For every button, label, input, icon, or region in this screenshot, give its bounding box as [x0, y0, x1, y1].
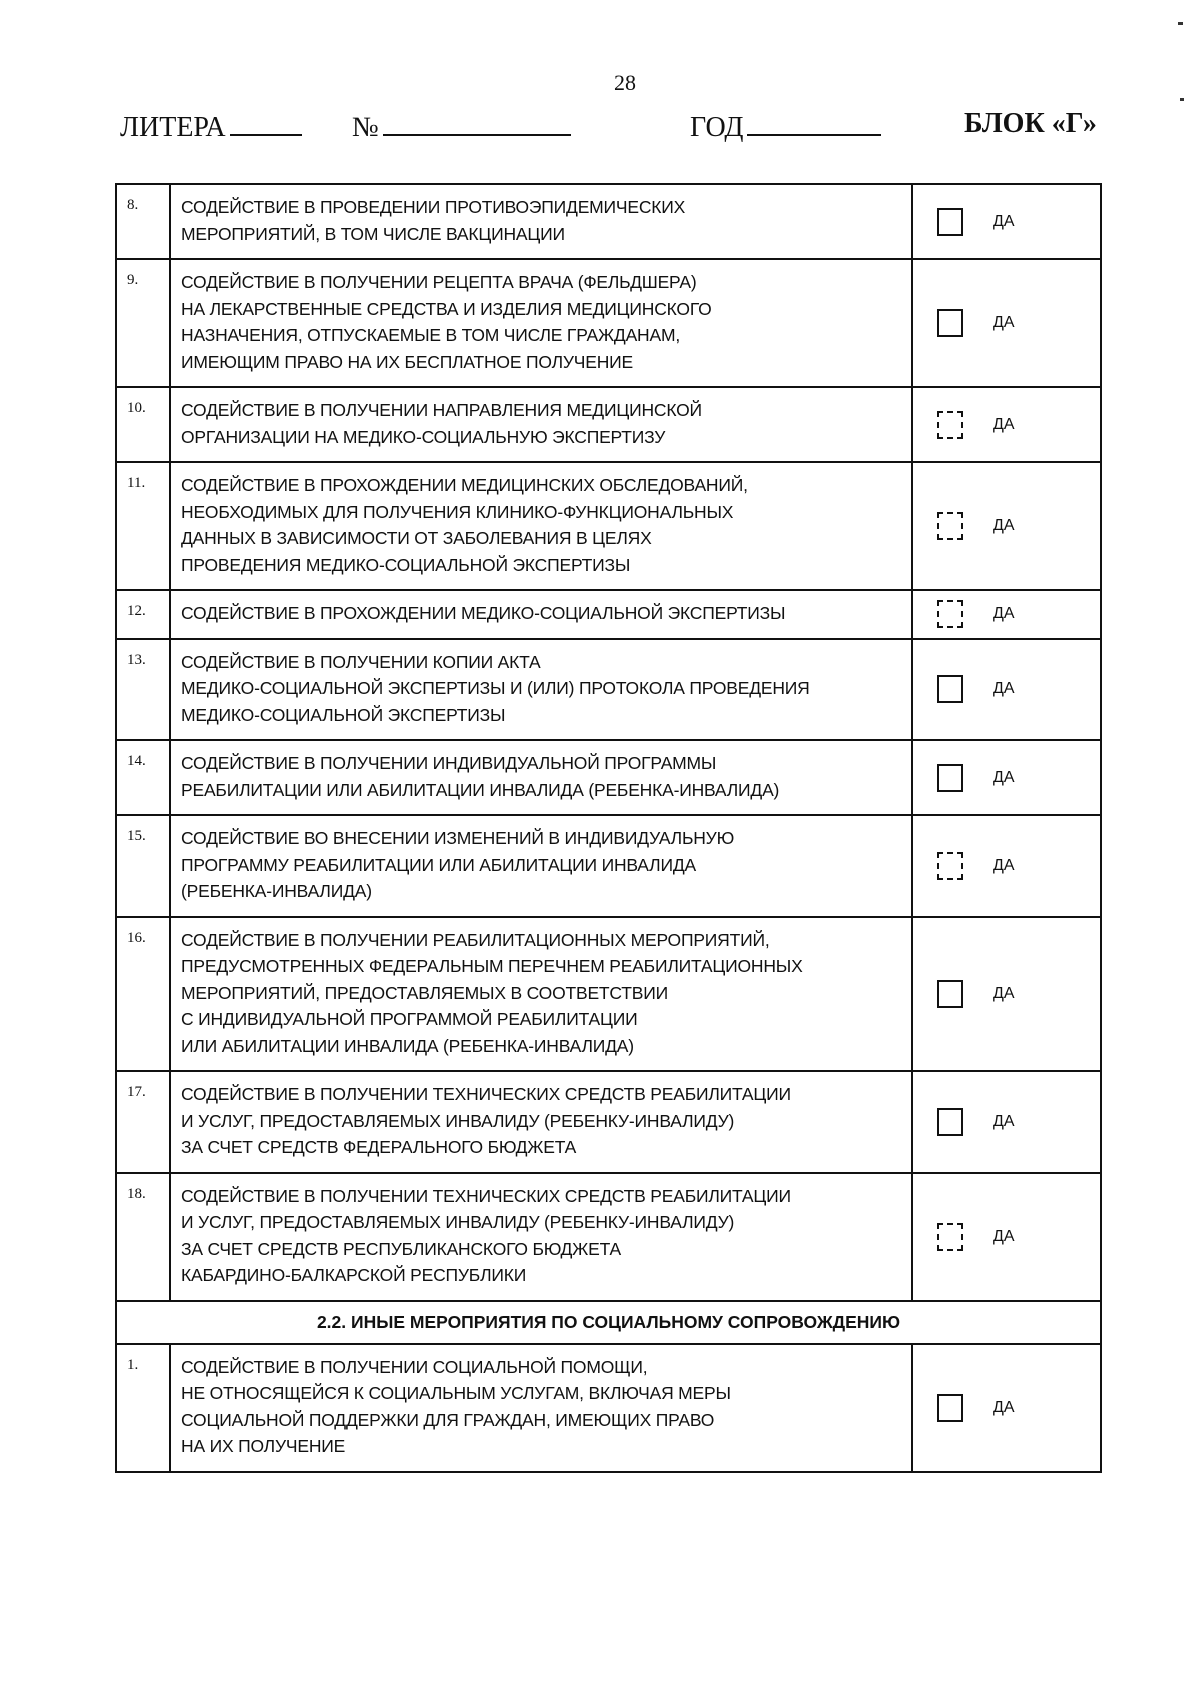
yes-label: ДА [993, 1112, 1015, 1130]
number-field [352, 108, 571, 144]
answer-option [913, 600, 1100, 628]
answer-cell [912, 1173, 1101, 1301]
row-number: 8. [116, 184, 170, 259]
yes-checkbox[interactable] [937, 512, 963, 540]
yes-label: ДА [993, 605, 1015, 623]
measure-text-line: ПРОВЕДЕНИЯ МЕДИКО-СОЦИАЛЬНОЙ ЭКСПЕРТИЗЫ [181, 554, 631, 575]
row-number: 13. [116, 639, 170, 741]
answer-option [913, 980, 1100, 1008]
answer-option [913, 512, 1100, 540]
measure-text-line: СОДЕЙСТВИЕ В ПОЛУЧЕНИИ РЕАБИЛИТАЦИОННЫХ МЕРОПРИЯТИЙ, [181, 929, 770, 950]
measure-text-line: СОДЕЙСТВИЕ В ПРОХОЖДЕНИИ МЕДИЦИНСКИХ ОБСЛЕДОВАНИЙ, [181, 475, 748, 495]
yes-label: ДА [993, 984, 1015, 1002]
yes-checkbox[interactable] [937, 411, 963, 439]
measure-text-line: МЕДИКО-СОЦИАЛЬНОЙ ЭКСПЕРТИЗЫ И (ИЛИ) ПРОТОКОЛА ПРОВЕДЕНИЯ [181, 678, 810, 698]
answer-option [913, 675, 1100, 703]
litera-blank[interactable] [230, 108, 302, 136]
measure-description [170, 639, 912, 741]
measure-text-line: СОДЕЙСТВИЕ ВО ВНЕСЕНИИ ИЗМЕНЕНИЙ В ИНДИВИДУАЛЬНУЮ [181, 828, 735, 848]
section-title: 2.2. ИНЫЕ МЕРОПРИЯТИЯ ПО СОЦИАЛЬНОМУ СОПРОВОЖДЕНИЮ [116, 1301, 1101, 1344]
measure-description [170, 462, 912, 590]
measure-text-line: СОДЕЙСТВИЕ В ПОЛУЧЕНИИ РЕЦЕПТА ВРАЧА (ФЕЛЬДШЕРА) [181, 272, 697, 292]
measure-text-line: СОДЕЙСТВИЕ В ПРОВЕДЕНИИ ПРОТИВОЭПИДЕМИЧЕСКИХ [181, 197, 686, 217]
row-number: 14. [116, 740, 170, 815]
measure-text-line: НАЗНАЧЕНИЯ, ОТПУСКАЕМЫЕ В ТОМ ЧИСЛЕ ГРАЖДАНАМ, [181, 325, 681, 345]
yes-label: ДА [993, 1398, 1015, 1416]
measure-text-line: МЕРОПРИЯТИЙ, В ТОМ ЧИСЛЕ ВАКЦИНАЦИИ [181, 223, 565, 244]
number-label: № [352, 112, 379, 143]
answer-option [913, 309, 1100, 337]
answer-cell [912, 917, 1101, 1072]
answer-cell [912, 740, 1101, 815]
answer-option [913, 1108, 1100, 1136]
yes-checkbox[interactable] [937, 675, 963, 703]
measure-text-line: НА ЛЕКАРСТВЕННЫЕ СРЕДСТВА И ИЗДЕЛИЯ МЕДИЦИНСКОГО [181, 298, 712, 319]
row-number: 9. [116, 259, 170, 387]
table-row [116, 1071, 1101, 1173]
row-number: 17. [116, 1071, 170, 1173]
measure-text-line: ЗА СЧЕТ СРЕДСТВ ФЕДЕРАЛЬНОГО БЮДЖЕТА [181, 1137, 577, 1157]
number-blank[interactable] [383, 108, 571, 136]
measure-text-line: ОРГАНИЗАЦИИ НА МЕДИКО-СОЦИАЛЬНУЮ ЭКСПЕРТИЗУ [181, 426, 666, 447]
measure-text-line: (РЕБЕНКА-ИНВАЛИДА) [181, 881, 372, 901]
measure-text-line: РЕАБИЛИТАЦИИ ИЛИ АБИЛИТАЦИИ ИНВАЛИДА (РЕБЕНКА-ИНВАЛИДА) [181, 779, 780, 800]
measure-description [170, 1173, 912, 1301]
answer-cell [912, 462, 1101, 590]
measure-text-line: СОДЕЙСТВИЕ В ПОЛУЧЕНИИ КОПИИ АКТА [181, 651, 541, 672]
row-number: 10. [116, 387, 170, 462]
measure-text-line: СОДЕЙСТВИЕ В ПОЛУЧЕНИИ ИНДИВИДУАЛЬНОЙ ПРОГРАММЫ [181, 753, 717, 773]
yes-label: ДА [993, 415, 1015, 433]
table-body [116, 184, 1101, 1472]
page-number: 28 [614, 70, 636, 95]
yes-checkbox[interactable] [937, 1223, 963, 1251]
yes-checkbox[interactable] [937, 852, 963, 880]
table-row [116, 740, 1101, 815]
answer-cell [912, 815, 1101, 917]
measure-text-line: СОДЕЙСТВИЕ В ПОЛУЧЕНИИ ТЕХНИЧЕСКИХ СРЕДСТВ РЕАБИЛИТАЦИИ [181, 1084, 791, 1104]
measure-description [170, 259, 912, 387]
measure-description [170, 590, 912, 639]
row-number: 1. [116, 1344, 170, 1472]
measure-description [170, 740, 912, 815]
block-label: БЛОК «Г» [964, 108, 1097, 139]
table-row [116, 639, 1101, 741]
yes-label: ДА [993, 1227, 1015, 1245]
measure-text-line: ЗА СЧЕТ СРЕДСТВ РЕСПУБЛИКАНСКОГО БЮДЖЕТА [181, 1238, 621, 1259]
row-number: 15. [116, 815, 170, 917]
yes-checkbox[interactable] [937, 600, 963, 628]
measure-text-line: СОДЕЙСТВИЕ В ПОЛУЧЕНИИ СОЦИАЛЬНОЙ ПОМОЩИ, [181, 1356, 648, 1377]
yes-checkbox[interactable] [937, 1108, 963, 1136]
yes-label: ДА [993, 212, 1015, 230]
litera-label: ЛИТЕРА [120, 112, 226, 143]
answer-cell [912, 1344, 1101, 1472]
measure-text-line: ИЛИ АБИЛИТАЦИИ ИНВАЛИДА (РЕБЕНКА-ИНВАЛИДА) [181, 1035, 634, 1056]
row-number: 11. [116, 462, 170, 590]
measure-description [170, 815, 912, 917]
litera-field [120, 108, 302, 144]
answer-cell [912, 590, 1101, 639]
answer-cell [912, 259, 1101, 387]
measure-description [170, 387, 912, 462]
table-row [116, 1344, 1101, 1472]
table-row [116, 590, 1101, 639]
answer-cell [912, 639, 1101, 741]
year-blank[interactable] [747, 108, 881, 136]
answer-option [913, 208, 1100, 236]
scan-speck [1178, 22, 1183, 25]
yes-checkbox[interactable] [937, 208, 963, 236]
measures-table [115, 183, 1102, 1473]
answer-option [913, 1394, 1100, 1422]
year-label: ГОД [690, 112, 744, 143]
measure-text-line: КАБАРДИНО-БАЛКАРСКОЙ РЕСПУБЛИКИ [181, 1265, 527, 1285]
yes-checkbox[interactable] [937, 980, 963, 1008]
answer-option [913, 764, 1100, 792]
table-row [116, 917, 1101, 1072]
measure-text-line: СОДЕЙСТВИЕ В ПОЛУЧЕНИИ НАПРАВЛЕНИЯ МЕДИЦИНСКОЙ [181, 400, 702, 420]
measure-text-line: ИМЕЮЩИМ ПРАВО НА ИХ БЕСПЛАТНОЕ ПОЛУЧЕНИЕ [181, 351, 633, 372]
measure-description [170, 917, 912, 1072]
answer-option [913, 1223, 1100, 1251]
section-header-row [116, 1301, 1101, 1344]
yes-checkbox[interactable] [937, 1394, 963, 1422]
yes-label: ДА [993, 517, 1015, 534]
answer-option [913, 411, 1100, 439]
scan-speck [1180, 98, 1184, 101]
yes-checkbox[interactable] [937, 764, 963, 792]
measure-text-line: СОДЕЙСТВИЕ В ПРОХОЖДЕНИИ МЕДИКО-СОЦИАЛЬНОЙ ЭКСПЕРТИЗЫ [181, 603, 786, 623]
yes-label: ДА [993, 680, 1015, 698]
measure-text-line: СОЦИАЛЬНОЙ ПОДДЕРЖКИ ДЛЯ ГРАЖДАН, ИМЕЮЩИХ ПРАВО [181, 1409, 715, 1430]
measure-text-line: МЕРОПРИЯТИЙ, ПРЕДОСТАВЛЯЕМЫХ В СООТВЕТСТВИИ [181, 982, 668, 1003]
yes-label: ДА [993, 314, 1015, 331]
measure-text-line: И УСЛУГ, ПРЕДОСТАВЛЯЕМЫХ ИНВАЛИДУ (РЕБЕНКУ-ИНВАЛИДУ) [181, 1110, 735, 1131]
table-row [116, 184, 1101, 259]
measure-text-line: С ИНДИВИДУАЛЬНОЙ ПРОГРАММОЙ РЕАБИЛИТАЦИИ [181, 1009, 638, 1029]
measure-text-line: НА ИХ ПОЛУЧЕНИЕ [181, 1436, 346, 1456]
form-header [120, 108, 1100, 148]
measure-text-line: ПРЕДУСМОТРЕННЫХ ФЕДЕРАЛЬНЫМ ПЕРЕЧНЕМ РЕАБИЛИТАЦИОННЫХ [181, 956, 803, 976]
answer-option [913, 852, 1100, 880]
measure-text-line: ДАННЫХ В ЗАВИСИМОСТИ ОТ ЗАБОЛЕВАНИЯ В ЦЕЛЯХ [181, 528, 652, 548]
table-row [116, 462, 1101, 590]
table-row [116, 387, 1101, 462]
row-number: 12. [116, 590, 170, 639]
measure-text-line: И УСЛУГ, ПРЕДОСТАВЛЯЕМЫХ ИНВАЛИДУ (РЕБЕНКУ-ИНВАЛИДУ) [181, 1212, 735, 1232]
answer-cell [912, 387, 1101, 462]
yes-label: ДА [993, 856, 1015, 874]
measure-description [170, 1071, 912, 1173]
measure-text-line: МЕДИКО-СОЦИАЛЬНОЙ ЭКСПЕРТИЗЫ [181, 704, 506, 725]
table-row [116, 1173, 1101, 1301]
answer-cell [912, 1071, 1101, 1173]
yes-label: ДА [993, 768, 1015, 786]
measure-text-line: НЕ ОТНОСЯЩЕЙСЯ К СОЦИАЛЬНЫМ УСЛУГАМ, ВКЛЮЧАЯ МЕРЫ [181, 1383, 731, 1403]
measure-text-line: СОДЕЙСТВИЕ В ПОЛУЧЕНИИ ТЕХНИЧЕСКИХ СРЕДСТВ РЕАБИЛИТАЦИИ [181, 1185, 791, 1206]
table-row [116, 259, 1101, 387]
measure-text-line: НЕОБХОДИМЫХ ДЛЯ ПОЛУЧЕНИЯ КЛИНИКО-ФУНКЦИОНАЛЬНЫХ [181, 501, 734, 522]
row-number: 18. [116, 1173, 170, 1301]
yes-checkbox[interactable] [937, 309, 963, 337]
table-row [116, 815, 1101, 917]
answer-cell [912, 184, 1101, 259]
measure-description [170, 184, 912, 259]
year-field [690, 108, 881, 144]
measure-text-line: ПРОГРАММУ РЕАБИЛИТАЦИИ ИЛИ АБИЛИТАЦИИ ИНВАЛИДА [181, 854, 696, 875]
measure-description [170, 1344, 912, 1472]
row-number: 16. [116, 917, 170, 1072]
